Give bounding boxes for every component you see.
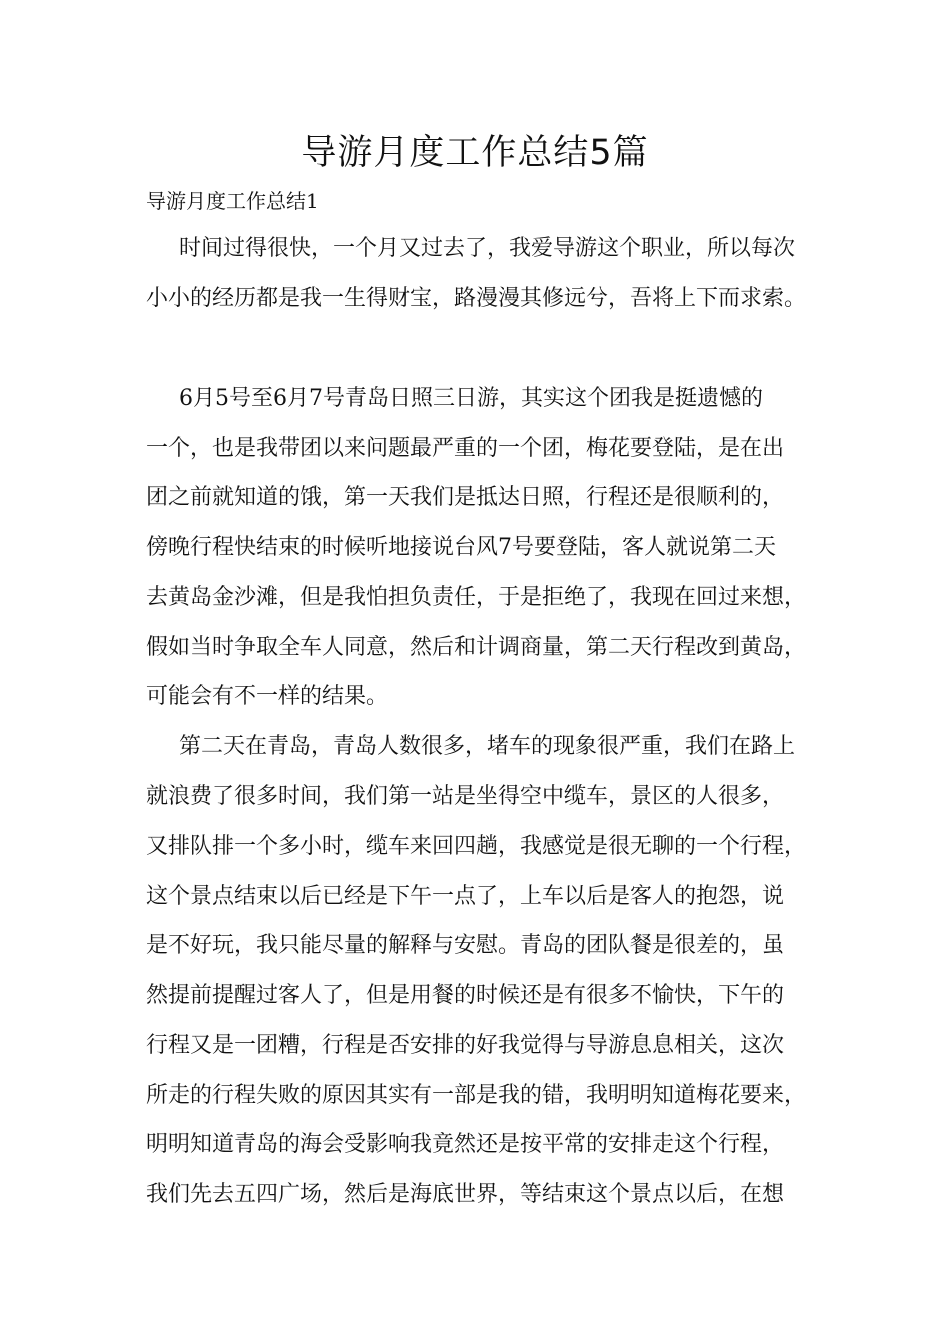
body-line-5: 团之前就知道的饿，第一天我们是抵达日照，行程还是很顺利的， <box>146 485 785 510</box>
body-line-18: 明明知道青岛的海会受影响我竟然还是按平常的安排走这个行程， <box>146 1132 785 1157</box>
body-line-17: 所走的行程失败的原因其实有一部是我的错，我明明知道梅花要来， <box>146 1083 807 1108</box>
body-line-16: 行程又是一团糟，行程是否安排的好我觉得与导游息息相关，这次 <box>146 1033 785 1058</box>
body-line-12: 又排队排一个多小时，缆车来回四趟，我感觉是很无聊的一个行程， <box>146 834 807 859</box>
body-line-10: 第二天在青岛，青岛人数很多，堵车的现象很严重，我们在路上 <box>179 734 796 759</box>
body-line-6: 傍晚行程快结束的时候听地接说台风7号要登陆，客人就说第二天 <box>146 535 776 560</box>
document-title: 导游月度工作总结5篇 <box>301 133 649 173</box>
body-line-2: 小小的经历都是我一生得财宝，路漫漫其修远兮，吾将上下而求索。 <box>146 286 807 311</box>
body-line-8: 假如当时争取全车人同意，然后和计调商量，第二天行程改到黄岛， <box>146 635 807 660</box>
body-line-19: 我们先去五四广场，然后是海底世界，等结束这个景点以后，在想 <box>146 1182 785 1207</box>
section-heading: 导游月度工作总结1 <box>146 189 319 213</box>
body-line-14: 是不好玩，我只能尽量的解释与安慰。青岛的团队餐是很差的，虽 <box>146 933 785 958</box>
body-line-4: 一个，也是我带团以来问题最严重的一个团，梅花要登陆，是在出 <box>146 436 785 461</box>
body-line-3: 6月5号至6月7号青岛日照三日游，其实这个团我是挺遗憾的 <box>179 386 763 411</box>
body-line-9: 可能会有不一样的结果。 <box>146 684 389 709</box>
body-line-13: 这个景点结束以后已经是下午一点了，上车以后是客人的抱怨，说 <box>146 884 785 909</box>
body-line-7: 去黄岛金沙滩，但是我怕担负责任，于是拒绝了，我现在回过来想， <box>146 585 807 610</box>
body-line-15: 然提前提醒过客人了，但是用餐的时候还是有很多不愉快，下午的 <box>146 983 785 1008</box>
body-line-1: 时间过得很快，一个月又过去了，我爱导游这个职业，所以每次 <box>179 236 796 261</box>
body-line-11: 就浪费了很多时间，我们第一站是坐得空中缆车，景区的人很多， <box>146 784 785 809</box>
